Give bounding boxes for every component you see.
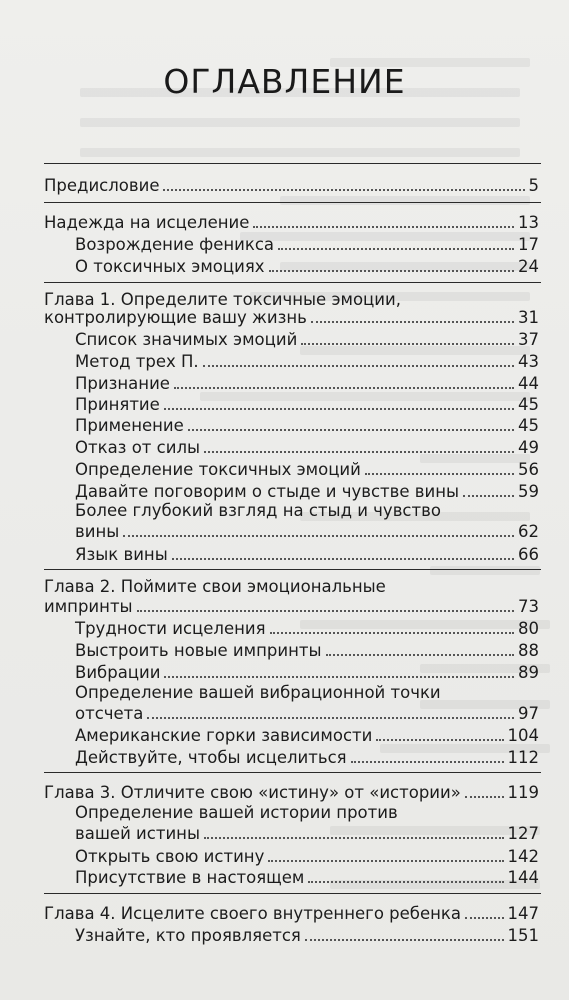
- toc-entry-title-line: Более глубокий взгляд на стыд и чувство: [75, 501, 441, 520]
- section-divider: [44, 893, 541, 894]
- leader-dots: [351, 761, 504, 763]
- toc-entry-title: вины: [75, 522, 120, 541]
- toc-entry-chapter-3: [44, 781, 539, 803]
- toc-entry-page: 147: [507, 904, 539, 923]
- section-divider: [44, 772, 541, 773]
- toc-entry: [75, 724, 539, 746]
- toc-entry-page: 45: [518, 416, 539, 435]
- toc-entry-title: Принятие: [75, 395, 160, 414]
- leader-dots: [164, 676, 514, 678]
- toc-entry-page: 37: [518, 330, 539, 349]
- toc-entry-title: Надежда на исцеление: [44, 213, 250, 232]
- toc-entry-page: 80: [518, 619, 539, 638]
- toc-entry-title: отсчета: [75, 704, 144, 723]
- chapter-1-title-line: Глава 1. Определите токсичные эмоции,: [44, 290, 401, 309]
- toc-entry: [75, 746, 539, 768]
- leader-dots: [311, 321, 514, 323]
- toc-entry: [75, 866, 539, 888]
- toc-entry-page: 13: [518, 213, 539, 232]
- section-divider: [44, 282, 541, 283]
- toc-entry: [75, 458, 539, 480]
- toc-entry-page: 44: [518, 374, 539, 393]
- toc-entry-page: 5: [528, 176, 539, 195]
- toc-entry-preface: [44, 174, 539, 196]
- toc-entry-page: 31: [518, 308, 539, 327]
- toc-entry: [75, 639, 539, 661]
- toc-entry: [75, 702, 539, 724]
- leader-dots: [123, 535, 514, 537]
- toc-entry-toxic: [75, 255, 539, 277]
- toc-entry-page: 43: [518, 352, 539, 371]
- toc-entry-page: 62: [518, 522, 539, 541]
- toc-entry-title-line: Определение вашей истории против: [75, 803, 398, 822]
- toc-entry-page: 142: [507, 847, 539, 866]
- toc-entry-title: контролирующие вашу жизнь: [44, 308, 307, 327]
- toc-entry-page: 49: [518, 438, 539, 457]
- toc-entry-page: 104: [507, 726, 539, 745]
- toc-entry: [75, 924, 539, 946]
- toc-entry-title: Предисловие: [44, 176, 160, 195]
- leader-dots: [301, 343, 514, 345]
- toc-entry-page: 66: [518, 545, 539, 564]
- toc-entry-chapter-2: [44, 595, 539, 617]
- toc-entry-title: Возрождение феникса: [75, 235, 275, 254]
- toc-entry: [75, 617, 539, 639]
- toc-entry-title: Давайте поговорим о стыде и чувстве вины: [75, 482, 460, 501]
- toc-entry-title: Язык вины: [75, 545, 168, 564]
- leader-dots: [308, 881, 503, 883]
- leader-dots: [164, 408, 514, 410]
- toc-entry-title: Глава 3. Отличите свою «истину» от «истории»: [44, 783, 461, 802]
- toc-entry-title: Выстроить новые импринты: [75, 641, 322, 660]
- toc-entry-title: Признание: [75, 374, 170, 393]
- leader-dots: [147, 717, 514, 719]
- leader-dots: [163, 189, 524, 191]
- toc-entry-page: 73: [518, 597, 539, 616]
- toc-entry-title: Вибрации: [75, 663, 161, 682]
- toc-entry-title: Американские горки зависимости: [75, 726, 373, 745]
- section-divider: [44, 202, 541, 203]
- leader-dots: [204, 451, 514, 453]
- toc-entry: [75, 661, 539, 683]
- toc-entry: [75, 372, 539, 394]
- leader-dots: [270, 632, 514, 634]
- toc-entry: [75, 822, 539, 844]
- leader-dots: [305, 939, 504, 941]
- leader-dots: [465, 796, 504, 798]
- toc-entry-page: 17: [518, 235, 539, 254]
- toc-entry-title-line: Определение вашей вибрационной точки: [75, 683, 441, 702]
- toc-entry-page: 144: [507, 868, 539, 887]
- toc-entry-page: 59: [518, 482, 539, 501]
- leader-dots: [188, 429, 514, 431]
- toc-entry-chapter-1: [44, 306, 539, 328]
- leader-dots: [172, 558, 514, 560]
- chapter-2-title-line: Глава 2. Поймите свои эмоциональные: [44, 577, 386, 596]
- toc-entry-page: 127: [507, 824, 539, 843]
- toc-entry-page: 151: [507, 926, 539, 945]
- toc-entry-page: 56: [518, 460, 539, 479]
- toc-entry-hope: [44, 211, 539, 233]
- toc-entry-page: 24: [518, 257, 539, 276]
- toc-entry-title: Глава 4. Исцелите своего внутреннего ребенка: [44, 904, 461, 923]
- toc-entry: [75, 328, 539, 350]
- toc-entry: [75, 543, 539, 565]
- toc-entry-chapter-4: [44, 902, 539, 924]
- toc-entry: [75, 845, 539, 867]
- toc-entry-title: Узнайте, кто проявляется: [75, 926, 301, 945]
- toc-entry-phoenix: [75, 233, 539, 255]
- toc-entry-page: 45: [518, 395, 539, 414]
- section-divider: [44, 569, 541, 570]
- leader-dots: [174, 387, 514, 389]
- toc-entry: [75, 414, 539, 436]
- leader-dots: [269, 270, 514, 272]
- leader-dots: [465, 917, 504, 919]
- leader-dots: [326, 654, 514, 656]
- toc-entry-title: вашей истины: [75, 824, 200, 843]
- toc-entry: [75, 520, 539, 542]
- toc-entry: [75, 350, 539, 372]
- leader-dots: [268, 860, 503, 862]
- toc-entry: [75, 436, 539, 458]
- toc-entry-page: 112: [507, 748, 539, 767]
- toc-entry-title: Действуйте, чтобы исцелиться: [75, 748, 347, 767]
- leader-dots: [376, 739, 503, 741]
- leader-dots: [365, 473, 514, 475]
- toc-entry-title: Метод трех П.: [75, 352, 199, 371]
- toc-entry-page: 97: [518, 704, 539, 723]
- leader-dots: [463, 495, 514, 497]
- toc-entry-title: импринты: [44, 597, 133, 616]
- toc-entry-page: 89: [518, 663, 539, 682]
- toc-entry-title: Открыть свою истину: [75, 847, 265, 866]
- section-divider: [44, 163, 541, 164]
- page-title: ОГЛАВЛЕНИЕ: [163, 62, 406, 101]
- leader-dots: [137, 610, 514, 612]
- toc-entry-title: Присутствие в настоящем: [75, 868, 305, 887]
- toc-entry-title: Трудности исцеления: [75, 619, 266, 638]
- leader-dots: [253, 226, 514, 228]
- leader-dots: [203, 365, 514, 367]
- toc-entry-title: Список значимых эмоций: [75, 330, 298, 349]
- toc-entry: [75, 480, 539, 502]
- toc-entry-page: 88: [518, 641, 539, 660]
- toc-entry-title: Применение: [75, 416, 184, 435]
- toc-entry-page: 119: [507, 783, 539, 802]
- toc-entry-title: Отказ от силы: [75, 438, 201, 457]
- toc-entry-title: О токсичных эмоциях: [75, 257, 265, 276]
- leader-dots: [278, 248, 514, 250]
- leader-dots: [204, 837, 504, 839]
- toc-entry-title: Определение токсичных эмоций: [75, 460, 361, 479]
- toc-entry: [75, 393, 539, 415]
